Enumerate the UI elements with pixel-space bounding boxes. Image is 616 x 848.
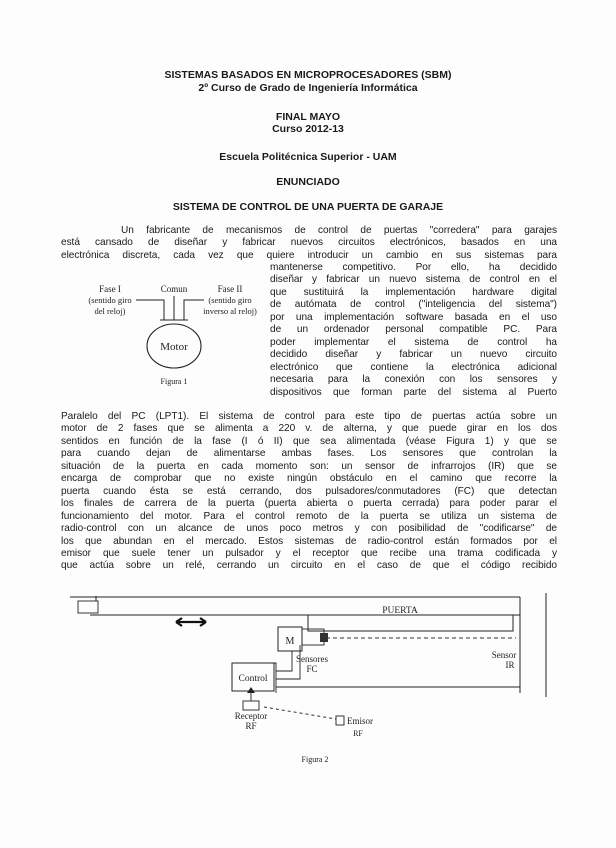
text-line: encarga de comprobar que no existe ningún obstáculo en el camino que recorre la: [61, 473, 557, 485]
fase1-label: Fase I: [99, 284, 121, 294]
radio-link: [264, 707, 336, 719]
ir-emitter: [320, 633, 328, 642]
sentido-giro-2-label: (sentido giro: [208, 295, 252, 305]
text-line: mantenerse competitivo. Por ello, ha decidido: [270, 262, 557, 273]
text-line: sentidos en función de la fase (I ó II) que sea alimentada (véase Figura 1) y que se: [61, 435, 557, 447]
text-line: poder implementar el sistema de control ha: [270, 336, 557, 348]
subject-heading: SISTEMA DE CONTROL DE UNA PUERTA DE GARAJE: [172, 201, 444, 213]
text-line: Un fabricante de mecanismos de control de puertas "corredera" para garajes: [121, 225, 557, 236]
text-line: electrónico que contiene la electrónica adicional: [270, 361, 557, 373]
emisor-box: [336, 716, 344, 725]
sensor-label: Sensor: [491, 650, 517, 660]
reloj-1-label: del reloj): [94, 306, 126, 316]
puerta-label: PUERTA: [382, 606, 418, 616]
school-line: Escuela Politécnica Superior - UAM: [219, 151, 397, 163]
receptor-antenna-icon: [247, 687, 255, 693]
door-panel: [308, 615, 513, 631]
text-line: está cansado de diseñar y fabricar nuevos circuitos electrónicos, basados en una: [61, 237, 557, 249]
emisor-label: Emisor: [347, 716, 373, 726]
control-wiring: [232, 645, 520, 693]
text-line: por una implementación software basada en el uso: [270, 311, 557, 323]
receptor-label: Receptor: [234, 711, 268, 721]
direction-arrow: [176, 618, 206, 626]
fc-label: FC: [306, 664, 318, 674]
figure-1-caption: Figura 1: [160, 377, 188, 386]
section-heading: ENUNCIADO: [276, 176, 340, 188]
text-line: diseñar y fabricar un nuevo sistema de control en el: [270, 274, 557, 286]
receptor-rf-label: RF: [245, 721, 257, 731]
text-line: situación de la puerta en cada momento son: un sensor de infrarrojos (IR) que se: [61, 460, 557, 472]
text-line: decidido diseñar y fabricar un nuevo circuito: [270, 349, 557, 361]
reloj-2-label: inverso al reloj): [203, 306, 257, 316]
year-line: Curso 2012-13: [272, 123, 344, 135]
ir-label: IR: [505, 660, 515, 670]
sentido-giro-1-label: (sentido giro: [88, 295, 132, 305]
comun-label: Comun: [160, 284, 188, 294]
paragraph-main: [61, 411, 557, 573]
text-line: para cuando dejan de alimentarse ambas fases. Los sensores que controlan la: [61, 448, 557, 460]
text-line: funcionamiento del motor. Para el control remoto de la puerta se utiliza un sistema de: [61, 510, 557, 522]
exam-line: FINAL MAYO: [275, 111, 341, 123]
text-line: emisor que suele tener un pulsador y el receptor que recibe una trama codificada y: [61, 547, 557, 559]
text-line: Paralelo del PC (LPT1). El sistema de control para este tipo de puertas actúa sobre un: [61, 411, 557, 422]
receptor-box: [243, 701, 259, 710]
text-line: de un ordenador personal compatible PC. Para: [270, 324, 557, 336]
document-title: SISTEMAS BASADOS EN MICROPROCESADORES (SBM): [164, 69, 452, 81]
control-label: Control: [238, 674, 268, 684]
motor-label: Motor: [160, 341, 188, 353]
text-line: necesaria para la conexión con los sensores y: [270, 374, 557, 386]
sensores-label: Sensores: [296, 654, 328, 664]
figure-2-caption: Figura 2: [301, 755, 329, 764]
text-line: electrónica discreta, cada vez que quiere introducir un cambio en sus sistemas para: [61, 249, 557, 261]
motor-wiring: [136, 296, 204, 320]
text-line: dispositivos que forman parte del sistema al Puerto: [270, 386, 557, 398]
track-start-cap: [78, 601, 98, 613]
motor-m-label: M: [285, 636, 295, 647]
text-line: de autómata de control ("inteligencia del sistema"): [270, 299, 557, 311]
text-line: motor de 2 fases que se alimenta a 220 v. de alterna, y que puede girar en los dos: [61, 423, 557, 435]
paragraph-right-column: [270, 262, 557, 399]
emisor-rf-label: RF: [353, 729, 363, 738]
text-line: los que abundan en el mercado. Estos sistemas de radio-control están formados por el: [61, 535, 557, 547]
text-line: que actúa sobre un relé, cerrando un circuito en el caso de que el código recibido: [61, 560, 557, 572]
paragraph-intro: [61, 225, 557, 262]
fase2-label: Fase II: [217, 284, 243, 294]
course-line: 2º Curso de Grado de Ingeniería Informática: [198, 82, 418, 94]
figure-1-motor-diagram: [80, 284, 270, 389]
text-line: los finales de carrera de la puerta (puerta abierta o puerta cerrada) para poder parar el: [61, 498, 557, 510]
text-line: puerta cuando ésta se está cerrando, dos pulsadores/conmutadores (FC) que detectan: [61, 485, 557, 497]
text-line: radio-control con un alcance de unos poco metros y con posibilidad de "codificarse" de: [61, 523, 557, 535]
text-line: que sustituirá la implementación hardware digital: [270, 286, 557, 298]
figure-2-garage-diagram: [0, 585, 616, 770]
